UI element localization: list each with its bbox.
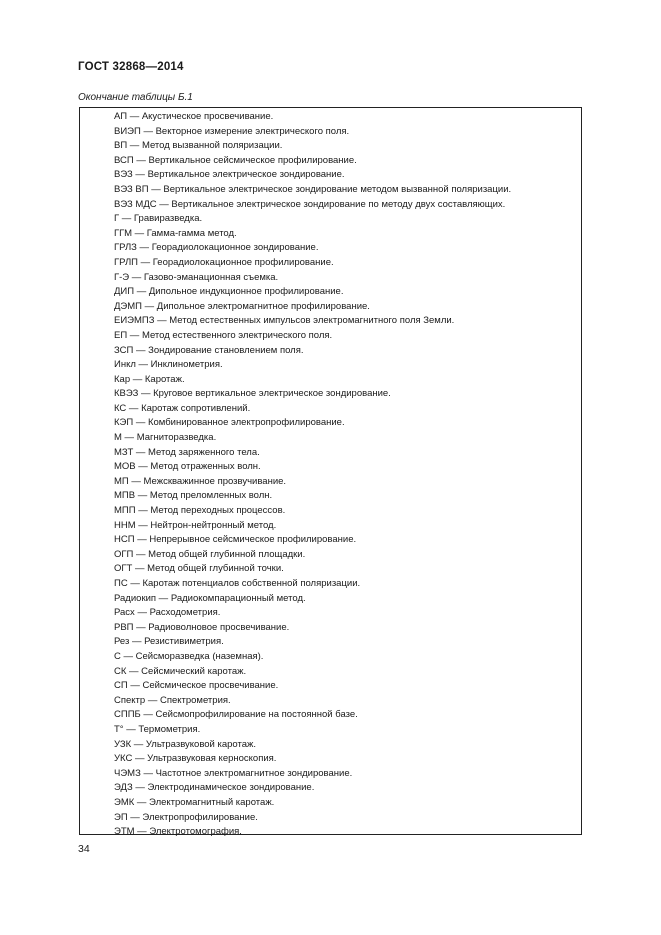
abbreviation-entry: ГРЛП — Георадиолокационное профилирование.	[114, 256, 334, 268]
abbreviation-entry: Рез — Резистивиметрия.	[114, 636, 224, 648]
abbreviation-entry: УКС — Ультразвуковая керноскопия.	[114, 753, 277, 765]
abbreviation-entry: Радиокип — Радиокомпарационный метод.	[114, 592, 306, 604]
abbreviation-entry: ЧЭМЗ — Частотное электромагнитное зондирование.	[114, 767, 353, 779]
abbreviation-entry: НСП — Непрерывное сейсмическое профилирование.	[114, 534, 357, 546]
abbreviation-entry: СК — Сейсмический каротаж.	[114, 665, 247, 677]
abbreviation-entry: СП — Сейсмическое просвечивание.	[114, 680, 279, 692]
abbreviation-entry: ЗСП — Зондирование становлением поля.	[114, 344, 304, 356]
abbreviation-entry: МПП — Метод переходных процессов.	[114, 505, 286, 517]
abbreviation-entry: Г — Гравиразведка.	[114, 213, 203, 225]
abbreviation-entry: ДЭМП — Дипольное электромагнитное профилирование.	[114, 300, 370, 312]
abbreviation-entry: Кар — Каротаж.	[114, 373, 185, 385]
abbreviation-entry: МП — Межскважинное прозвучивание.	[114, 475, 287, 487]
abbreviation-entry: СППБ — Сейсмопрофилирование на постоянной базе.	[114, 709, 358, 721]
abbreviation-entry: С — Сейсморазведка (наземная).	[114, 650, 264, 662]
abbreviation-entry: ЭМК — Электромагнитный каротаж.	[114, 796, 275, 808]
abbreviation-entry: ЭТМ — Электротомография.	[114, 826, 242, 838]
abbreviation-entry: ВЭЗ — Вертикальное электрическое зондирование.	[114, 169, 345, 181]
abbreviation-entry: Инкл — Инклинометрия.	[114, 359, 223, 371]
abbreviation-entry: ВСП — Вертикальное сейсмическое профилирование.	[114, 154, 357, 166]
abbreviation-entry: МЗТ — Метод заряженного тела.	[114, 446, 260, 458]
document-header: ГОСТ 32868—2014	[78, 61, 184, 73]
abbreviation-entry: М — Магниторазведка.	[114, 432, 217, 444]
abbreviation-entry: Г-Э — Газово-эманационная съемка.	[114, 271, 279, 283]
abbreviation-entry: ОГТ — Метод общей глубинной точки.	[114, 563, 284, 575]
abbreviation-entry: МПВ — Метод преломленных волн.	[114, 490, 273, 502]
abbreviation-entry: ПС — Каротаж потенциалов собственной поляризации.	[114, 578, 361, 589]
abbreviation-entry: РВП — Радиоволновое просвечивание.	[114, 621, 290, 633]
abbreviation-entry: ЭДЗ — Электродинамическое зондирование.	[114, 782, 315, 794]
abbreviation-entry: ГГМ — Гамма-гамма метод.	[114, 227, 237, 239]
abbreviation-entry: ГРЛЗ — Георадиолокационное зондирование.	[114, 242, 319, 254]
abbreviation-entry: КЭП — Комбинированное электропрофилирование.	[114, 417, 345, 429]
abbreviation-entry: Расх — Расходометрия.	[114, 607, 221, 619]
abbreviation-entry: КВЭЗ — Круговое вертикальное электрическое зондирование.	[114, 388, 391, 400]
abbreviation-entry: ЕП — Метод естественного электрического поля.	[114, 329, 333, 341]
abbreviation-entry: ОГП — Метод общей глубинной площадки.	[114, 548, 306, 560]
abbreviation-entry: ЕИЭМПЗ — Метод естественных импульсов электромагнитного поля Земли.	[114, 315, 455, 327]
abbreviation-list	[114, 110, 511, 840]
table-caption: Окончание таблицы Б.1	[78, 92, 193, 103]
abbreviation-entry: ВЭЗ МДС — Вертикальное электрическое зондирование по методу двух составляющих.	[114, 198, 506, 210]
abbreviation-entry: Т° — Термометрия.	[114, 723, 201, 735]
abbreviation-entry: КС — Каротаж сопротивлений.	[114, 402, 251, 414]
page-number: 34	[78, 843, 90, 855]
abbreviation-entry: ВИЭП — Векторное измерение электрического поля.	[114, 125, 350, 137]
abbreviation-entry: Спектр — Спектрометрия.	[114, 694, 231, 706]
abbreviation-entry: ВП — Метод вызванной поляризации.	[114, 140, 283, 152]
abbreviation-entry: МОВ — Метод отраженных волн.	[114, 461, 261, 473]
abbreviation-entry: ВЭЗ ВП — Вертикальное электрическое зондирование методом вызванной поляризации.	[114, 183, 512, 195]
abbreviation-entry: ДИП — Дипольное индукционное профилирование.	[114, 286, 344, 298]
abbreviation-entry: УЗК — Ультразвуковой каротаж.	[114, 738, 257, 750]
abbreviation-entry: АП — Акустическое просвечивание.	[114, 111, 274, 122]
abbreviation-entry: ННМ — Нейтрон-нейтронный метод.	[114, 519, 277, 531]
abbreviation-entry: ЭП — Электропрофилирование.	[114, 811, 258, 823]
